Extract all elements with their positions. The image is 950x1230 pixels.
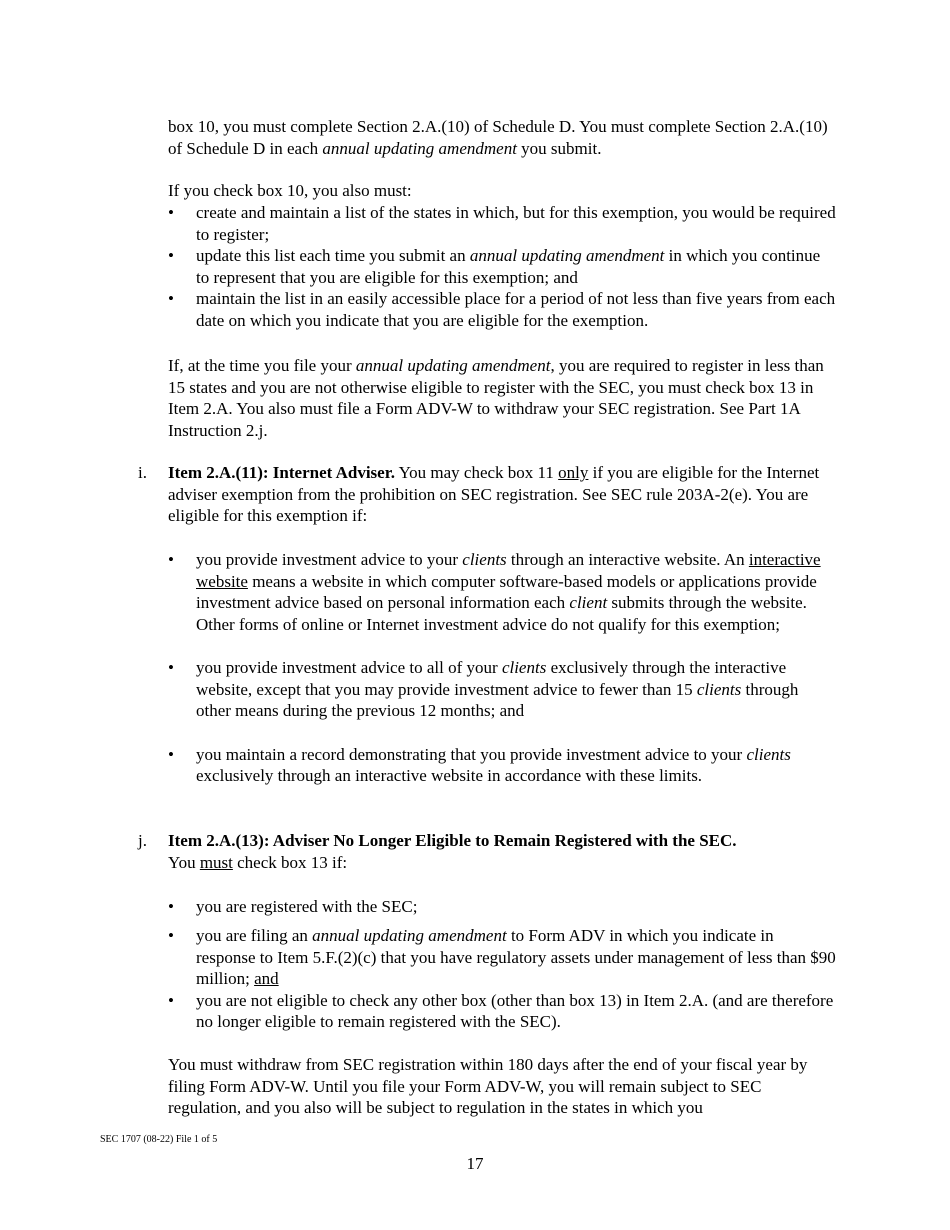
paragraph-annual-amendment: If, at the time you file your annual updating amendment, you are required to register in less than 15 states and you are not otherwise eligible to register with the SEC, you must check box 13 in Item 2.A. You also must file a Form ADV-W to withdraw your SEC registration. See Part 1A Instruction 2.j. [168, 356, 824, 440]
paragraph-box10-intro: If you check box 10, you also must: [168, 181, 412, 200]
defined-term: annual updating amendment [322, 138, 517, 158]
form-footer-id: SEC 1707 (08-22) File 1 of 5 [100, 1134, 218, 1145]
item-i-title: Item 2.A.(11): Internet Adviser. [168, 463, 395, 482]
list-item: • you maintain a record demonstrating that you provide investment advice to your clients exclusively through an interactive website in accordance with these limits. [168, 744, 836, 787]
text-span: box 10, you must complete Section 2.A.(10) of Schedule D. You must complete Section 2.A.(10) of Schedule D in each [168, 117, 828, 158]
paragraph-withdraw: You must withdraw from SEC registration within 180 days after the end of your fiscal year by filing Form ADV-W. Until you file your Form ADV-W, you will remain subject to SEC regulation, and you also will be subject to regulation in the states in which you [168, 1055, 808, 1117]
list-item: • create and maintain a list of the states in which, but for this exemption, you would be required to register; [168, 202, 836, 245]
box10-requirements-list [168, 202, 836, 331]
list-item: • you provide investment advice to your clients through an interactive website. An interactive website means a website in which computer software-based models or applications provide investment advice based on personal information each client submits through the website. Other forms of online or Internet investment advice do not qualify for this exemption; [168, 549, 836, 635]
internet-adviser-conditions-list [168, 549, 836, 787]
no-longer-eligible-conditions-list [168, 925, 836, 1033]
page-number: 17 [466, 1154, 484, 1173]
paragraph-schedule-d [168, 116, 836, 159]
item-j-title: Item 2.A.(13): Adviser No Longer Eligible to Remain Registered with the SEC. [168, 831, 737, 850]
list-item: • maintain the list in an easily accessible place for a period of not less than five years from each date on which you indicate that you are eligible for the exemption. [168, 288, 836, 331]
text-span: you submit. [516, 138, 602, 158]
defined-term: annual updating amendment [355, 356, 551, 375]
no-longer-eligible-first-list [168, 896, 836, 918]
item-i-heading-paragraph: Item 2.A.(11): Internet Adviser. You may check box 11 only if you are eligible for the Internet adviser exemption from the prohibition on SEC registration. See SEC rule 203A-2(e). You are eligible for this exemption if: [168, 463, 820, 525]
item-j-letter: j. [138, 831, 147, 850]
list-item: • update this list each time you submit an annual updating amendment in which you continue to represent that you are eligible for this exemption; and [168, 245, 836, 288]
list-item: • you provide investment advice to all of your clients exclusively through the interactive website, except that you may provide investment advice to fewer than 15 clients through other means during the previous 12 months; and [168, 657, 836, 722]
list-item: • you are registered with the SEC; [168, 896, 836, 918]
list-item: • you are not eligible to check any other box (other than box 13) in Item 2.A. (and are therefore no longer eligible to remain registered with the SEC). [168, 990, 836, 1033]
list-item: • you are filing an annual updating amendment to Form ADV in which you indicate in response to Item 5.F.(2)(c) that you have regulatory assets under management of less than $90 million; and [168, 925, 836, 990]
item-j-heading-paragraph: Item 2.A.(13): Adviser No Longer Eligible to Remain Registered with the SEC. You must check box 13 if: [168, 831, 737, 872]
item-i-letter: i. [138, 463, 147, 482]
